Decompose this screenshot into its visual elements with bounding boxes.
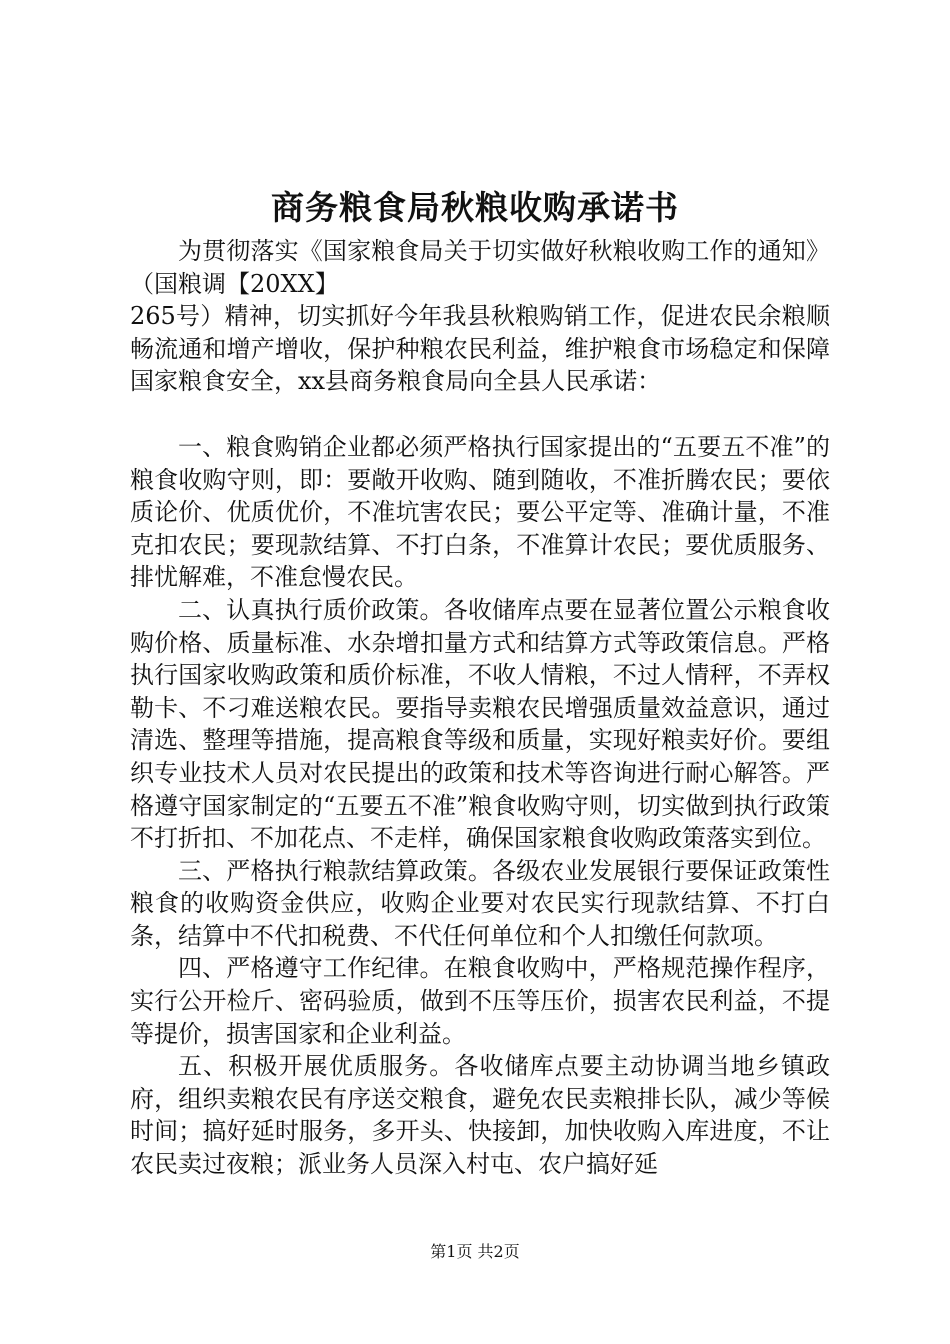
document-title: 商务粮食局秋粮收购承诺书 — [271, 188, 679, 227]
paragraph-item-3: 三、严格执行粮款结算政策。各级农业发展银行要保证政策性粮食的收购资金供应，收购企业要对农民实行现款结算、不打白条，结算中不代扣税费、不代任何单位和个人扣缴任何款项。 — [130, 856, 830, 950]
paragraph-intro: 为贯彻落实《国家粮食局关于切实做好秋粮收购工作的通知》（国粮调【20XX】 — [130, 237, 830, 298]
paragraph-item-1: 一、粮食购销企业都必须严格执行国家提出的“五要五不准”的粮食收购守则，即：要敞开收购、随到随收，不准折腾农民；要依质论价、优质优价，不准坑害农民；要公平定等、准确计量，不准克扣农民；要现款结算、不打白条，不准算计农民；要优质服务、排忧解难，不准怠慢农民。 — [130, 432, 830, 592]
page-indicator: 第1页 共2页 — [430, 1242, 520, 1261]
document-body — [130, 235, 830, 1181]
paragraph-item-2: 二、认真执行质价政策。各收储库点要在显著位置公示粮食收购价格、质量标准、水杂增扣量方式和结算方式等政策信息。严格执行国家收购政策和质价标准，不收人情粮，不过人情秤，不弄权勒卡、不刁难送粮农民。要指导卖粮农民增强质量效益意识，通过清选、整理等措施，提高粮食等级和质量，实现好粮卖好价。要组织专业技术人员对农民提出的政策和技术等咨询进行耐心解答。严格遵守国家制定的“五要五不准”粮食收购守则，切实做到执行政策不打折扣、不加花点、不走样，确保国家粮食收购政策落实到位。 — [130, 595, 830, 853]
paragraph-item-4: 四、严格遵守工作纪律。在粮食收购中，严格规范操作程序，实行公开检斤、密码验质，做到不压等压价，损害农民利益，不提等提价，损害国家和企业利益。 — [130, 954, 830, 1048]
paragraph-item-5: 五、积极开展优质服务。各收储库点要主动协调当地乡镇政府，组织卖粮农民有序送交粮食，避免农民卖粮排长队，减少等候时间；搞好延时服务，多开头、快接卸，加快收购入库进度，不让农民卖过夜粮；派业务人员深入村屯、农户搞好延 — [130, 1052, 830, 1179]
paragraph-intro-continued: 265号）精神，切实抓好今年我县秋粮购销工作，促进农民余粮顺畅流通和增产增收，保护种粮农民利益，维护粮食市场稳定和保障国家粮食安全，xx县商务粮食局向全县人民承诺： — [130, 302, 830, 396]
